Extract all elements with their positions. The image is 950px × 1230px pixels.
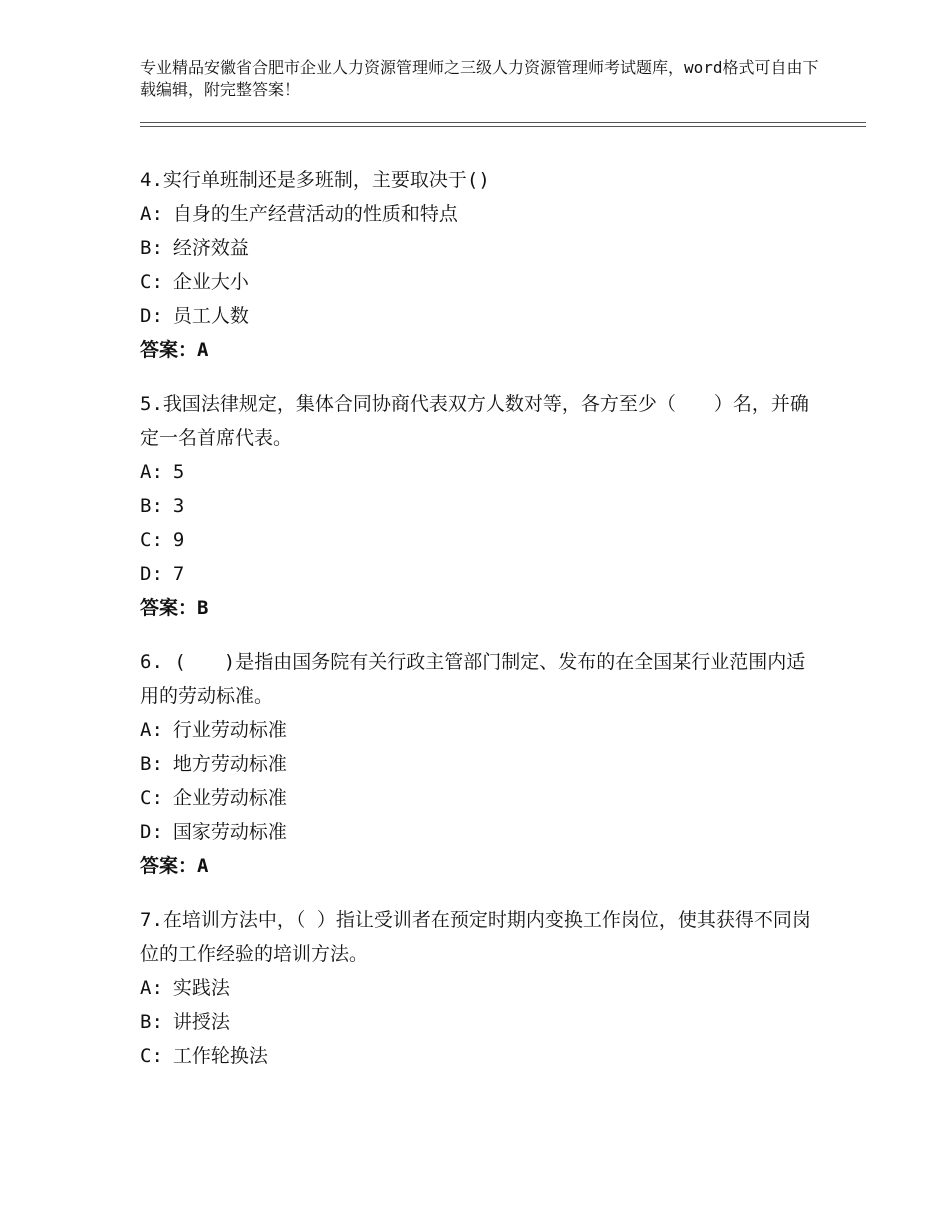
option-text: 讲授法: [172, 1011, 230, 1033]
option-a: [140, 713, 820, 747]
option-d: [140, 299, 820, 333]
question-6: [140, 645, 820, 883]
answer-value: A: [197, 855, 209, 877]
option-text: 企业劳动标准: [172, 787, 287, 809]
option-text: 员工人数: [172, 305, 249, 327]
option-a: [140, 971, 820, 1005]
question-stem: 4.实行单班制还是多班制，主要取决于(): [140, 169, 490, 191]
option-text: 自身的生产经营活动的性质和特点: [172, 203, 458, 225]
option-a: [140, 197, 820, 231]
option-letter: A:: [140, 977, 163, 999]
option-text: 行业劳动标准: [172, 719, 287, 741]
option-text: 经济效益: [172, 237, 249, 259]
header-divider-top: [140, 122, 866, 123]
option-d: [140, 557, 820, 591]
question-5: [140, 387, 820, 625]
option-c: [140, 1039, 820, 1073]
option-letter: C:: [140, 1045, 163, 1067]
option-letter: A:: [140, 203, 163, 225]
document-header: 专业精品安徽省合肥市企业人力资源管理师之三级人力资源管理师考试题库，word格式可自由下载编辑，附完整答案！: [140, 58, 819, 99]
option-text: 实践法: [172, 977, 230, 999]
option-letter: B:: [140, 495, 163, 517]
option-letter: D:: [140, 563, 163, 585]
answer-line: [140, 591, 820, 625]
option-c: [140, 781, 820, 815]
option-letter: A:: [140, 719, 163, 741]
option-text: 3: [172, 495, 185, 517]
question-stem: 7.在培训方法中，（ ）指让受训者在预定时期内变换工作岗位，使其获得不同岗位的工作经验的培训方法。: [140, 909, 811, 965]
question-stem: 5.我国法律规定，集体合同协商代表双方人数对等，各方至少（ ）名，并确定一名首席代表。: [140, 393, 809, 449]
option-d: [140, 815, 820, 849]
question-7: [140, 903, 820, 1073]
option-letter: C:: [140, 271, 163, 293]
answer-value: A: [197, 339, 209, 361]
option-text: 9: [172, 529, 185, 551]
answer-label: 答案：: [140, 855, 198, 877]
question-stem: 6. ( )是指由国务院有关行政主管部门制定、发布的在全国某行业范围内适用的劳动标准。: [140, 651, 806, 707]
header-divider-bottom: [140, 126, 866, 127]
option-b: [140, 1005, 820, 1039]
option-letter: C:: [140, 787, 163, 809]
option-letter: C:: [140, 529, 163, 551]
answer-value: B: [197, 597, 209, 619]
option-text: 5: [172, 461, 185, 483]
answer-line: [140, 849, 820, 883]
option-c: [140, 265, 820, 299]
option-b: [140, 489, 820, 523]
answer-label: 答案：: [140, 597, 198, 619]
option-b: [140, 747, 820, 781]
option-letter: B:: [140, 1011, 163, 1033]
option-letter: A:: [140, 461, 163, 483]
option-letter: D:: [140, 305, 163, 327]
option-text: 企业大小: [172, 271, 249, 293]
option-b: [140, 231, 820, 265]
option-c: [140, 523, 820, 557]
option-letter: D:: [140, 821, 163, 843]
question-4: [140, 163, 820, 367]
answer-label: 答案：: [140, 339, 198, 361]
option-text: 工作轮换法: [172, 1045, 268, 1067]
option-text: 地方劳动标准: [172, 753, 287, 775]
option-letter: B:: [140, 237, 163, 259]
option-letter: B:: [140, 753, 163, 775]
option-text: 国家劳动标准: [172, 821, 287, 843]
option-a: [140, 455, 820, 489]
answer-line: [140, 333, 820, 367]
option-text: 7: [172, 563, 185, 585]
question-list: [140, 163, 820, 1093]
